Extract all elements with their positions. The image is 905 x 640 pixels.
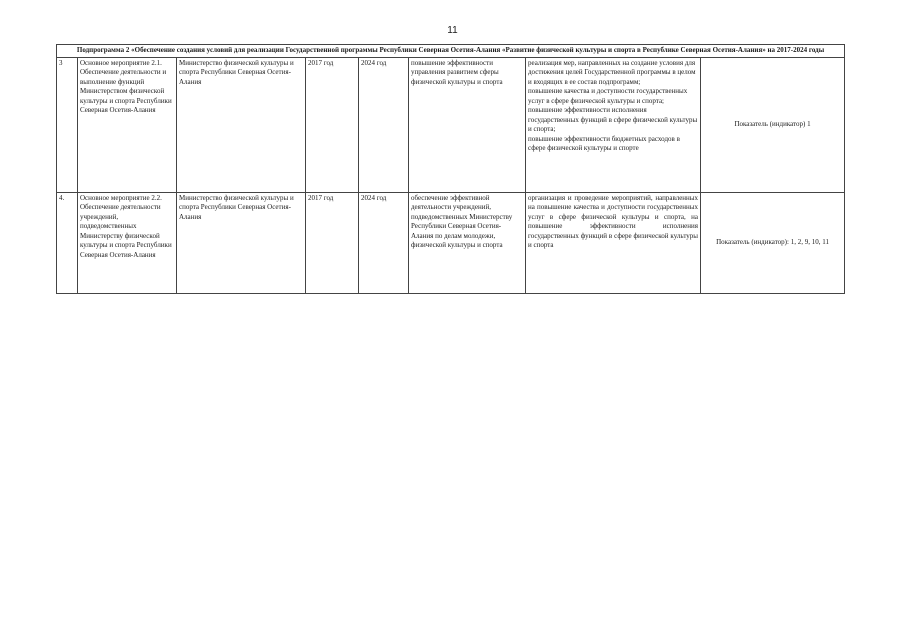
measures-cell (526, 57, 701, 192)
table-row (57, 57, 845, 192)
page-number: 11 (447, 25, 458, 36)
activity-name: Основное мероприятие 2.2. Обеспечение деятельности учреждений, подведомственных Министерству физической культуры и спорта Республики Северная Осетия-Алания (78, 192, 177, 293)
activity-name: Основное мероприятие 2.1. Обеспечение деятельности и выполнение функций Министерством физической культуры и спорта Республики Северная Осетия-Алания (78, 57, 177, 192)
subprogram-header-row (57, 45, 845, 58)
end-year: 2024 год (359, 192, 409, 293)
expected-result: обеспечение эффективной деятельности учреждений, подведомственных Министерству Республики Северная Осетия-Алания по делам молодежи, физической культуры и спорта (409, 192, 526, 293)
indicator: Показатель (индикатор) 1 (701, 57, 845, 192)
measure-item: повышение эффективности бюджетных расходов в сфере физической культуры и спорте (528, 134, 680, 152)
end-year: 2024 год (359, 57, 409, 192)
measures-cell: организация и проведение мероприятий, направленных на повышение качества и доступности государственных услуг в сфере физической культуры и спорта, на повышение эффективности исполнения государственных функций в сфере физической культуры и спорта (526, 192, 701, 293)
subprogram-title: Подпрограмма 2 «Обеспечение создания условий для реализации Государственной программы Республики Северная Осетия-Алания «Развитие физической культуры и спорта в Республике Северная Осетия-Алания» на 2017-2024 годы (57, 45, 845, 58)
row-number: 3 (57, 57, 78, 192)
measure-item: повышение эффективности исполнения государственных функций в сфере физической культуры и спорта; (528, 106, 698, 133)
executor: Министерство физической культуры и спорта Республики Северная Осетия-Алания (177, 57, 306, 192)
indicator: Показатель (индикатор): 1, 2, 9, 10, 11 (701, 192, 845, 293)
executor: Министерство физической культуры и спорта Республики Северная Осетия-Алания (177, 192, 306, 293)
start-year: 2017 год (306, 192, 359, 293)
row-number: 4. (57, 192, 78, 293)
measure-item: повышение качества и доступности государственных услуг в сфере физической культуры и спорта; (528, 87, 688, 105)
table-row (57, 192, 845, 293)
subprogram-table (56, 44, 845, 294)
expected-result: повышение эффективности управления развитием сферы физической культуры и спорта (409, 57, 526, 192)
measure-item: реализация мер, направленных на создание условия для достижения целей Государственной программы в целом и входящих в ее состав подпрограмм; (528, 58, 696, 86)
start-year: 2017 год (306, 57, 359, 192)
